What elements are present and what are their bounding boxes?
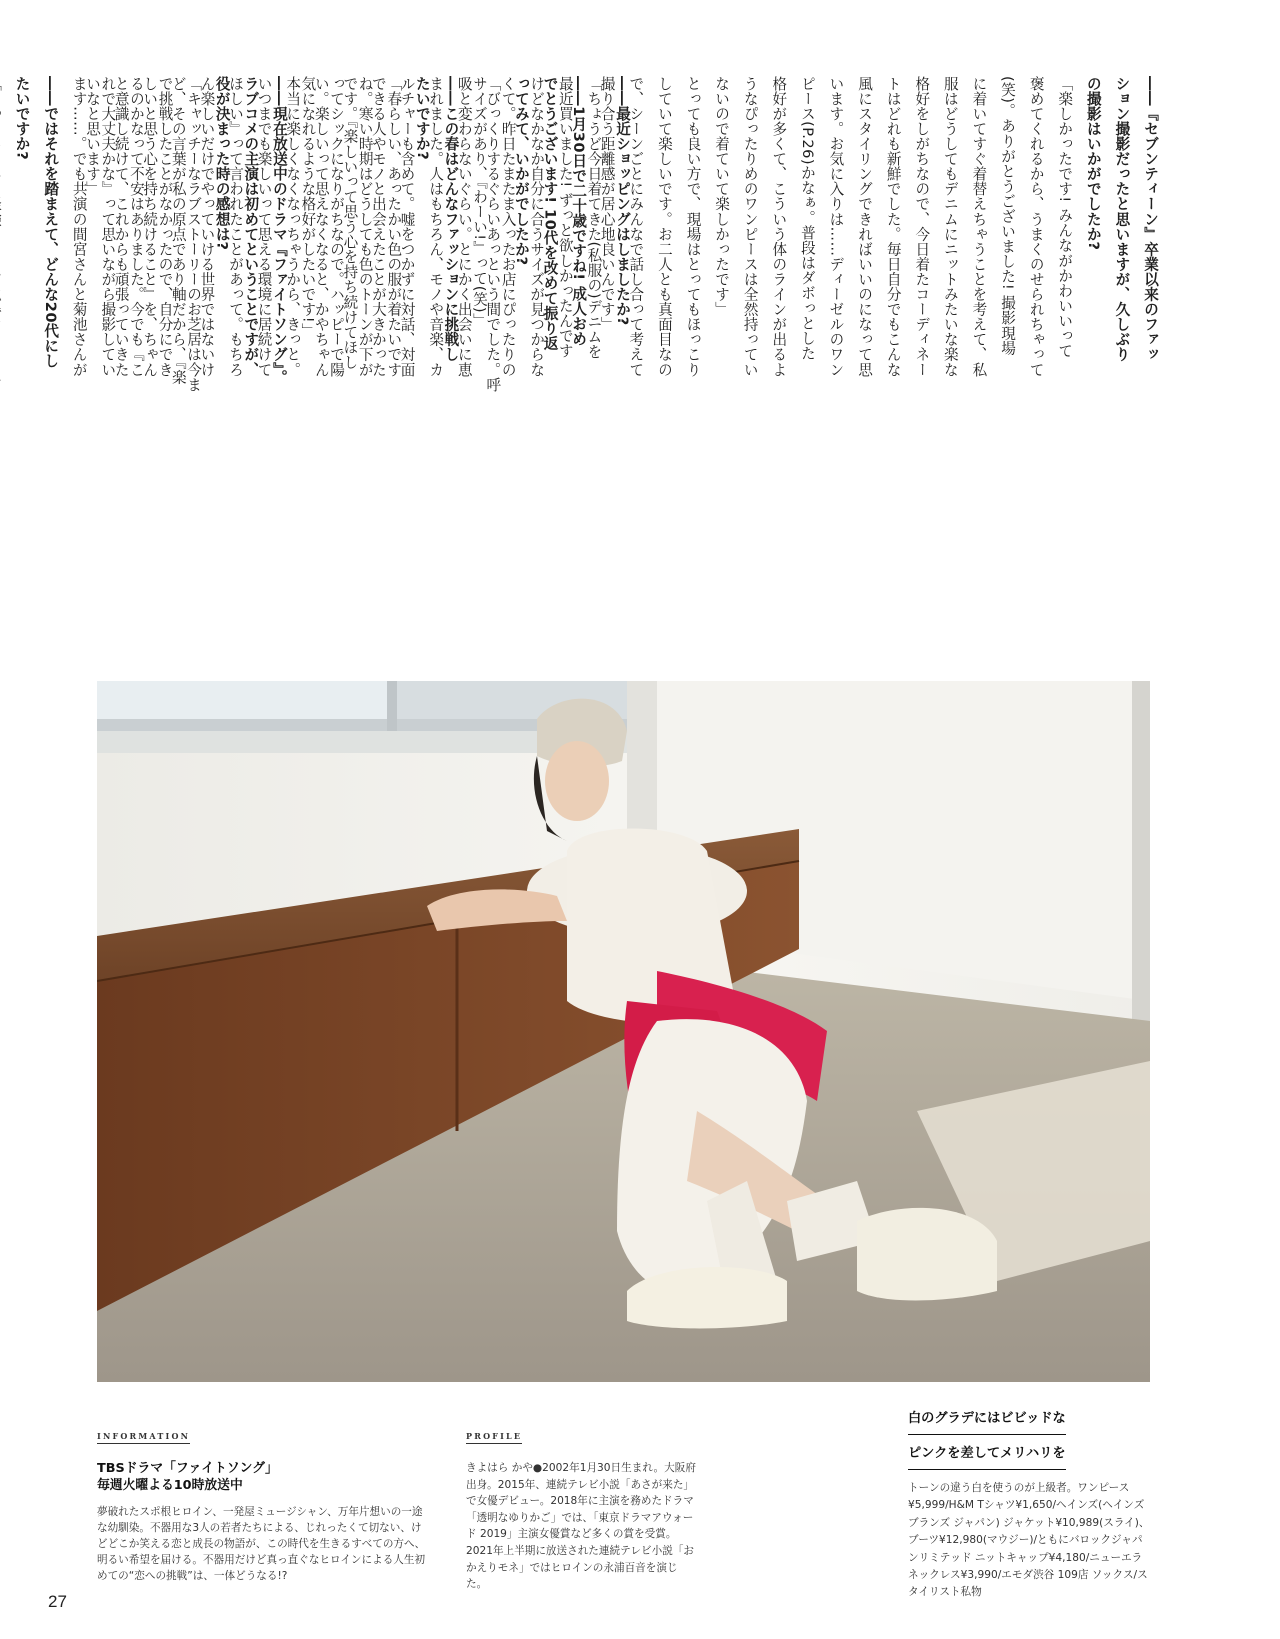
text-line: 「ちょうど今日着てきた(私服の)デニムを: [585, 76, 603, 360]
profile-text: きよはら かや●2002年1月30日生まれ。大阪府出身。2015年、連続テレビ小説「あさが来た」で女優デビュー。2018年に主演を務めたドラマ「透明なゆりかご」では、「東京ドラマアウォード 2019」主演女優賞など多くの賞を受賞。2021年上半期に放送された連続テレビ小説「おかえりモネ」ではヒロインの永浦百音を演じた。: [466, 1462, 696, 1591]
text-line: いなと思います」: [84, 76, 102, 197]
text-line: です。『楽しいって思う心を持ち続けてほし: [341, 76, 359, 370]
text-line: うなぴったりめのワンピースは全然持ってい: [741, 76, 759, 377]
information-text: 夢破れたスポ根ヒロイン、一発屋ミュージシャン、万年片想いの一途な幼馴染。不器用な3人の若者たちによる、じれったくて切ない、けどどこか笑える恋と成長の物語が、この時代を生きるすべての方へ、明るい希望を届ける。不器用だけど真っ直ぐなヒロインによる人生初めての“恋への挑戦”は、一体どうなる!?: [97, 1506, 426, 1582]
caption-headline-line1: 白のグラデにはビビッドな: [908, 1410, 1066, 1435]
text-line: サイズがあり、『わーい!』って(笑)」: [471, 76, 489, 329]
text-line: で挑戦したことがなかったので、自分にでき: [156, 76, 174, 377]
text-line: 気になれるような格好がしたいです!」: [299, 76, 317, 339]
information-title-line2: 毎週火曜よる10時放送中: [97, 1478, 243, 1493]
caption-headline-line2: ピンクを差してメリハリを: [908, 1445, 1066, 1470]
text-line: まれました。人はもちろん、モノや音楽、カ: [427, 76, 445, 377]
text-line: ん楽しいだけでやっていける世界ではないけ: [198, 76, 216, 377]
interview-question: [207, 76, 293, 666]
text-line: たいですか?: [13, 76, 31, 161]
text-line: ――最近ショッピングはしましたか?: [614, 76, 631, 326]
text-line: とっても良い方で、現場はとってもほっこり: [684, 76, 702, 377]
text-line: に着いてすぐ着替えちゃうことを考えて、私: [970, 76, 988, 377]
text-line: 「春らしい、あったかい色の服が着たいです: [385, 76, 403, 377]
text-line: 最近買いました! ずっと欲しかったんです: [556, 76, 574, 359]
text-line: で、シーンごとにみんなで話し合って考えて: [627, 76, 645, 377]
text-line: 風にスタイリングできればいいのになって思: [856, 76, 874, 377]
text-line: いつまでも楽しいって思える環境に居続けて: [255, 76, 273, 377]
text-line: ピース(P.26)かなぁ。普段はダボっとした: [798, 76, 816, 361]
text-line: ション撮影だったと思いますが、久しぶり: [1113, 76, 1131, 362]
text-line: と意識し続けて、これからも頑張っていきた: [112, 76, 130, 377]
text-line: 褒めてくれるから、うまくのせられちゃって: [1027, 76, 1045, 377]
text-line: トはどれも新鮮でした。毎日自分でもこんな: [884, 76, 902, 377]
text-line: (笑)。ありがとうございました! 撮影現場: [999, 76, 1017, 356]
text-line: 「キャッチーなラブストーリーのお芝居は今ま: [185, 76, 203, 393]
interview-question: [407, 76, 464, 666]
text-line: ――『セブンティーン』卒業以来のファッ: [1142, 76, 1159, 362]
fashion-photo: [97, 681, 1150, 1382]
text-line: ――現在放送中のドラマ『ファイトソング』。: [270, 76, 288, 385]
text-line: でとうございます! 10代を改めて振り返: [541, 76, 559, 351]
interview-question: [1078, 76, 1164, 666]
information-section: [97, 1424, 427, 1584]
text-line: [0, 76, 7, 666]
text-line: 「楽しかったです! みんながかわいいって: [1056, 76, 1074, 359]
text-line: していて楽しいです。お二人とも真面目なの: [655, 76, 673, 377]
text-line: 役が決まった時の感想は?: [213, 76, 231, 251]
profile-section: [466, 1424, 698, 1593]
caption-credits: トーンの違う白を使うのが上級者。ワンピース¥5,999/H&M Tシャツ¥1,650/ヘインズ(ヘインズブランズ ジャパン) ジャケット¥10,989(スライ)、ブーツ¥12,980(マウジー)/ともにバロックジャパンリミテッド ニットキャップ¥4,180/ニューエラ ネックレス¥3,990/エモダ渋谷 109店 ソックス/スタイリスト私物: [908, 1482, 1150, 1599]
text-line: ってみて、いかがでしたか?: [512, 76, 530, 266]
text-line: くて。昨日たまたま入ったお店にぴったりの: [499, 76, 517, 377]
interview-answer: [707, 76, 1079, 666]
text-line: います。お気に入りは……ディーゼルのワン: [827, 76, 845, 377]
text-line: ね。寒い時期はどうしても色のトーンが下が: [356, 76, 374, 377]
text-line: 服はどうしてもデニムにニットみたいな楽な: [941, 76, 959, 377]
text-line: しいと思う心を持ち続けること』を、ちゃん: [141, 76, 159, 377]
text-line: るのかなって不安はありました。今でも『こ: [127, 76, 145, 377]
text-line: 撮り合う距離感が居心地良いんです」: [598, 76, 616, 332]
text-line: れで大丈夫かな』って思いながら撮影してい: [99, 76, 117, 377]
styling-caption: [908, 1410, 1152, 1602]
interview-question: [7, 76, 64, 666]
profile-label: PROFILE: [466, 1431, 522, 1444]
information-title-line1: TBSドラマ「ファイトソング」: [97, 1461, 278, 1476]
text-line: たいですか?: [413, 76, 431, 161]
text-line: ます……。でも共演の間宮さんと菊池さんが: [70, 76, 88, 377]
text-line: ほしい』って言われたことがあって。もちろ: [227, 76, 244, 377]
information-label: INFORMATION: [97, 1431, 190, 1444]
interview-question: [607, 76, 636, 666]
text-line: けどなかなか自分に合うサイズが見つからな: [528, 76, 546, 377]
text-line: 格好をしがちなので、今日着たコーディネー: [913, 76, 931, 377]
page-number: 27: [48, 1592, 67, 1611]
interview-answer: [0, 76, 7, 666]
interview-answer: [464, 76, 607, 666]
text-line: できる人やモノと出会えたことが大きかった: [369, 76, 387, 377]
text-line: 本当に楽しくなくなっちゃうから、きっと。: [284, 76, 302, 377]
text-line: ないので着ていて楽しかったです」: [713, 76, 731, 317]
interview-answer: [293, 76, 407, 666]
text-line: の撮影はいかがでしたか?: [1084, 76, 1102, 251]
information-title: [97, 1460, 427, 1494]
text-line: ――ではそれを踏まえて、どんな20代にし: [42, 76, 60, 369]
interview-answer: [64, 76, 207, 666]
text-line: 格好が多くて、こういう体のラインが出るよ: [770, 76, 788, 377]
text-line: ――1月30日で二十歳ですね! 成人おめ: [570, 76, 588, 347]
text-line: ルチャーも含めて。嘘をつかずに対話、対面: [398, 76, 416, 377]
text-line: 吸と変わらないぐらい。とにかく出会いに恵: [455, 76, 473, 377]
text-line: ラブコメの主演は初めてということですが、: [242, 76, 260, 377]
text-line: い。楽しいって思えなくなると、かやちゃん: [312, 76, 330, 377]
text-line: 「びっくりするぐらいあっという間でした。呼: [484, 76, 502, 393]
text-line: ど、その言葉が私の原点であり軸だから、『楽: [169, 76, 187, 385]
text-line: ってシックになりがちなので。ハッピーで陽: [328, 76, 346, 377]
text-line: ――この春はどんなファッションに挑戦し: [442, 76, 460, 362]
